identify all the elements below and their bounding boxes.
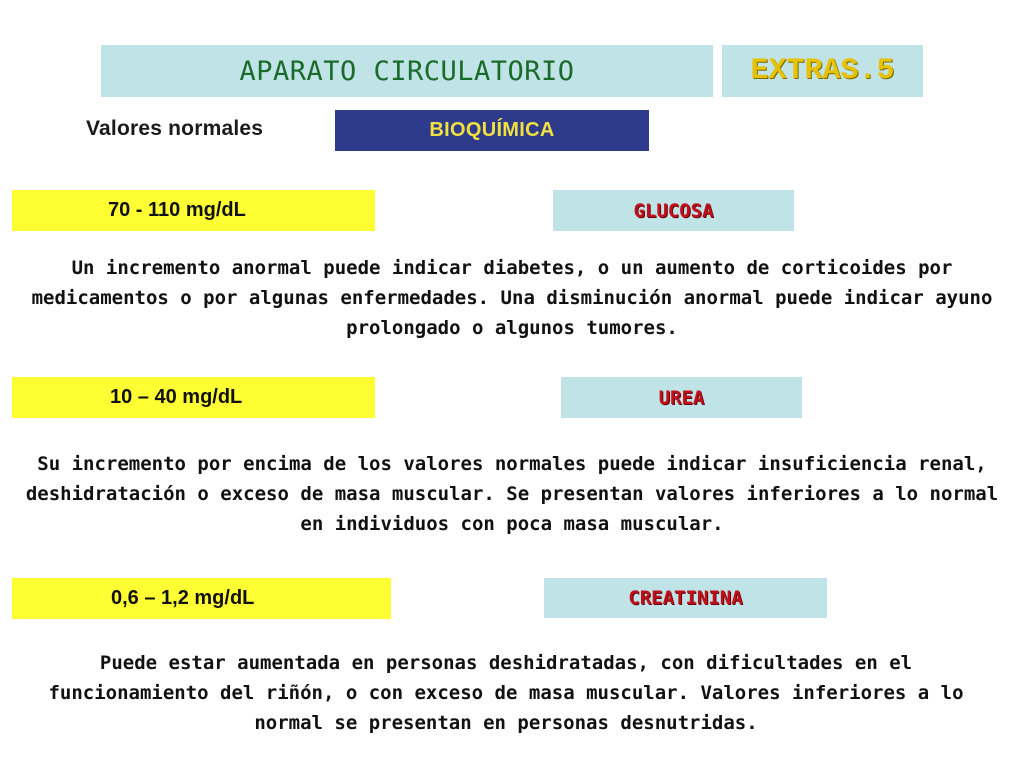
- urea-range: 10 – 40 mg/dL: [12, 377, 375, 418]
- title-banner: [101, 45, 713, 97]
- section-label: BIOQUÍMICA: [429, 119, 555, 141]
- section-banner: [335, 110, 649, 151]
- creatinine-description: Puede estar aumentada en personas deshidratadas, con dificultades en el funcionamiento del riñón, o con exceso de masa muscular. Valores inferiores a lo normal se presentan en personas desnutridas.: [48, 652, 964, 734]
- extras-label: EXTRAS.5: [750, 54, 895, 88]
- urea-label: UREA: [561, 377, 802, 418]
- urea-description: Su incremento por encima de los valores normales puede indicar insuficiencia renal, deshidratación o exceso de masa muscular. Se presentan valores inferiores a lo normal en individuos con poca masa muscular.: [25, 453, 999, 535]
- creatinine-range: 0,6 – 1,2 mg/dL: [12, 578, 391, 619]
- glucose-range: 70 - 110 mg/dL: [12, 190, 375, 231]
- page-title: APARATO CIRCULATORIO: [239, 55, 575, 87]
- normal-values-label: Valores normales: [86, 117, 264, 140]
- glucose-label: GLUCOSA: [553, 190, 794, 231]
- extras-banner: [722, 45, 923, 97]
- creatinine-label: CREATININA: [544, 578, 827, 618]
- glucose-description: Un incremento anormal puede indicar diabetes, o un aumento de corticoides por medicamentos o por algunas enfermedades. Una disminución anormal puede indicar ayuno prolongado o algunos tumores.: [31, 257, 993, 339]
